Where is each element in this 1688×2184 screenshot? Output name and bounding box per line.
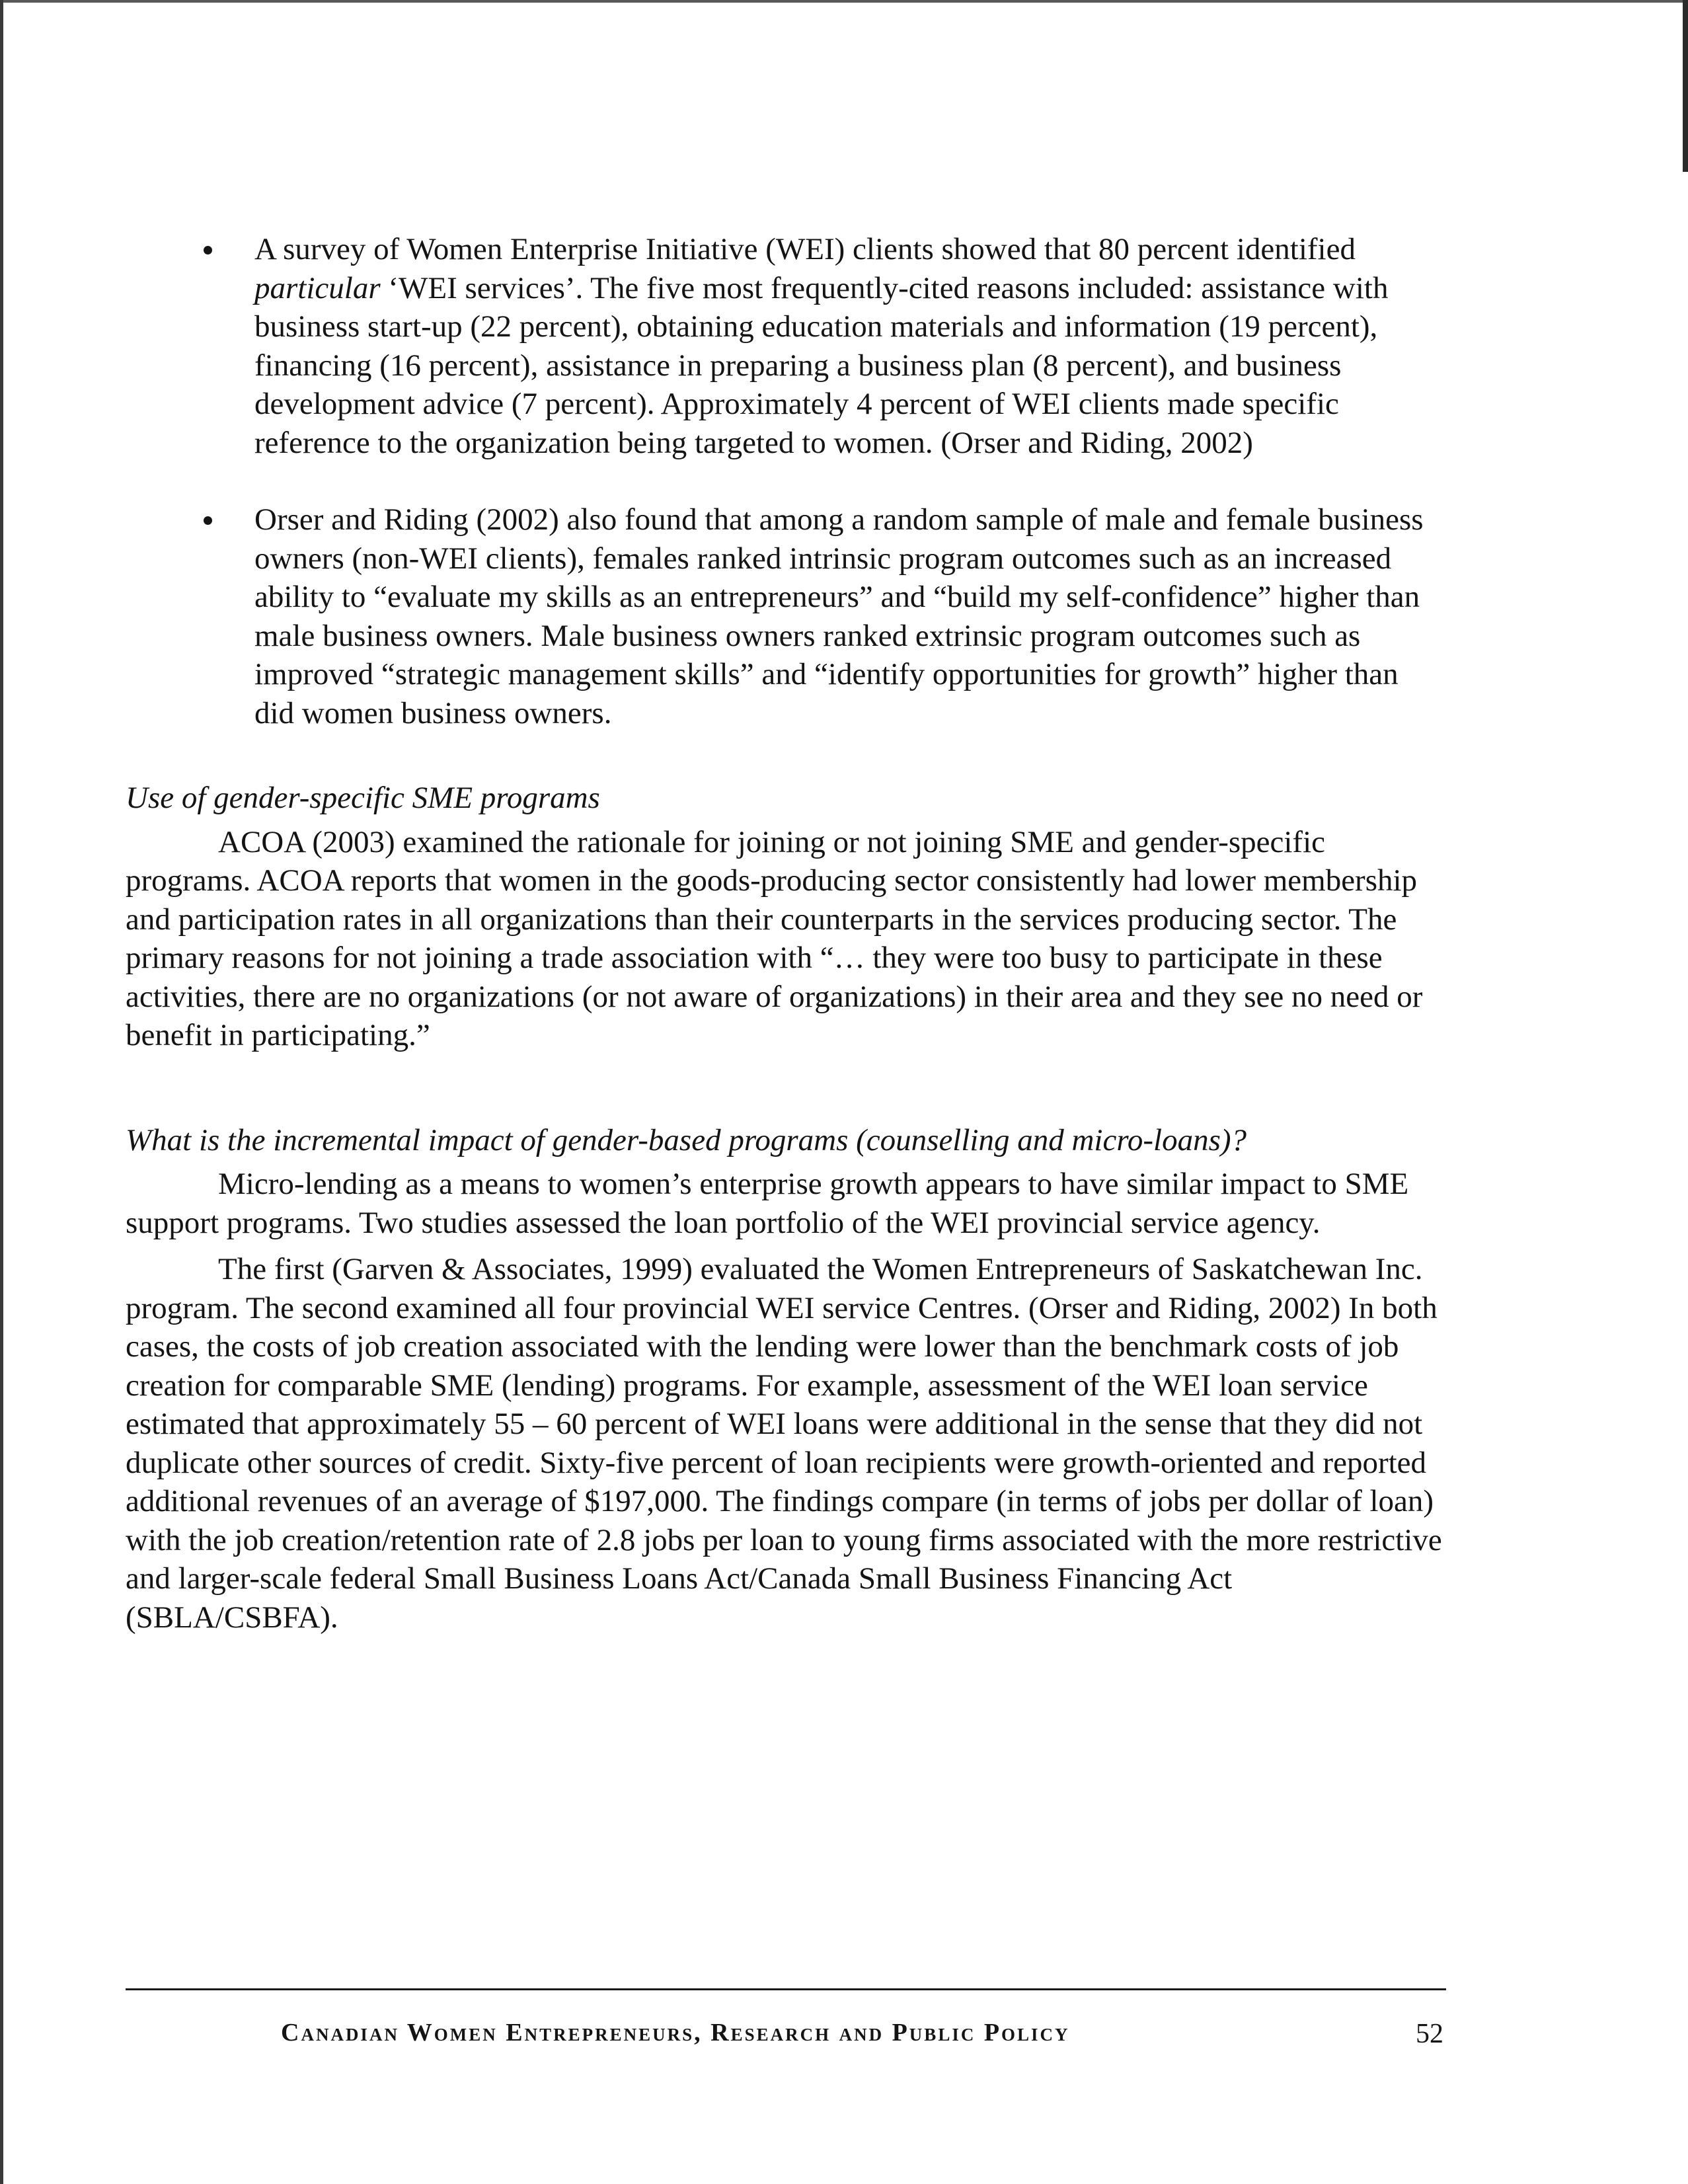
bullet-text-after: ‘WEI services’. The five most frequently-cited reasons included: assistance with business start-up (22 percent), obtaining education materials and information (19 percent), financing (16 percent), assistance in preparing a business plan (8 percent), and business development advice (7 percent). Approximately 4 percent of WEI clients made specific reference to the organization being targeted to women. (Orser and Riding, 2002) — [254, 270, 1389, 460]
bullet-text-italic: particular — [254, 270, 381, 305]
page-edge-left — [0, 0, 3, 2184]
bullet-text-before: A survey of Women Enterprise Initiative (WEI) clients showed that 80 percent identified — [254, 232, 1356, 266]
bullet-item-orser-riding — [126, 500, 1444, 732]
page-edge-right — [1683, 0, 1688, 172]
section-heading-gender-specific-programs: Use of gender-specific SME programs — [126, 781, 600, 815]
bullet-list — [126, 230, 1444, 732]
footer-rule — [126, 1988, 1446, 1990]
section2-paragraph-2: The first (Garven & Associates, 1999) evaluated the Women Entrepreneurs of Saskatchewan Inc. program. The second examined all four provincial WEI service Centres. (Orser and Riding, 2002) In both cases, the costs of job creation associated with the lending were lower than the benchmark costs of job creation for comparable SME (lending) programs. For example, assessment of the WEI loan service estimated that approximately 55 – 60 percent of WEI loans were additional in the sense that they did not duplicate other sources of credit. Sixty-five percent of loan recipients were growth-oriented and reported additional revenues of an average of $197,000. The findings compare (in terms of jobs per dollar of loan) with the job creation/retention rate of 2.8 jobs per loan to young firms associated with the more restrictive and larger-scale federal Small Business Loans Act/Canada Small Business Financing Act (SBLA/CSBFA). — [126, 1252, 1442, 1635]
bullet-dot-icon — [204, 246, 212, 254]
page-number: 52 — [1416, 2019, 1443, 2049]
page-edge-top — [0, 0, 1688, 3]
bullet-text: Orser and Riding (2002) also found that among a random sample of male and female business owners (non-WEI clients), females ranked intrinsic program outcomes such as an increased ability to “evaluate my skills as an entrepreneurs” and “build my self-confidence” higher than male business owners. Male business owners ranked extrinsic program outcomes such as improved “strategic management skills” and “identify opportunities for growth” higher than did women business owners. — [254, 502, 1424, 730]
footer-title: Canadian Women Entrepreneurs, Research and Public Policy — [281, 2019, 1070, 2047]
section-heading-incremental-impact: What is the incremental impact of gender-based programs (counselling and micro-loans)? — [126, 1122, 1247, 1157]
bullet-dot-icon — [204, 516, 212, 525]
section2-paragraph-1: Micro-lending as a means to women’s enterprise growth appears to have similar impact to SME support programs. Two studies assessed the loan portfolio of the WEI provincial service agency. — [126, 1167, 1409, 1240]
bullet-item-wei-survey — [126, 230, 1444, 462]
section1-paragraph: ACOA (2003) examined the rationale for joining or not joining SME and gender-specific programs. ACOA reports that women in the goods-producing sector consistently had lower membership and participation rates in all organizations than their counterparts in the services producing sector. The primary reasons for not joining a trade association with “… they were too busy to participate in these activities, there are no organizations (or not aware of organizations) in their area and they see no need or benefit in participating.” — [126, 824, 1423, 1052]
page-body — [126, 230, 1444, 1645]
